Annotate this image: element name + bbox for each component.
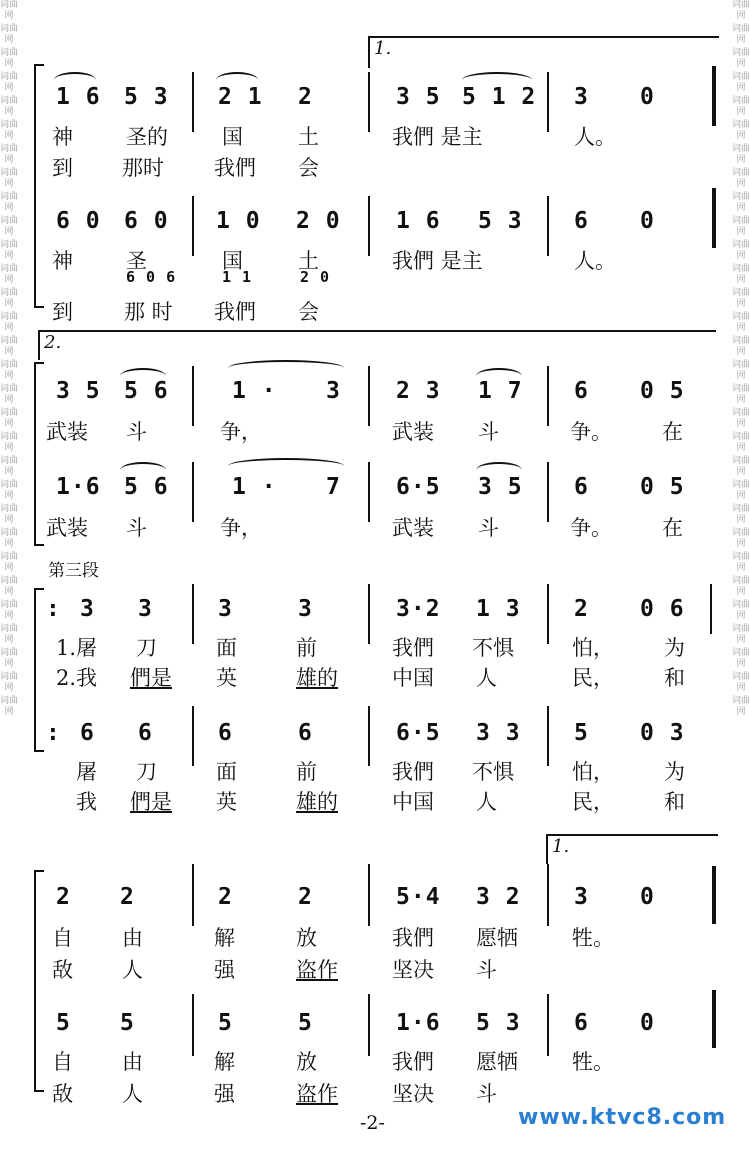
note-group: 0 5 xyxy=(640,378,685,404)
note-group: 3 xyxy=(80,596,95,622)
note-group: 0 6 xyxy=(640,596,685,622)
note-group: 5 1 2 xyxy=(462,84,537,110)
lyric: 土 xyxy=(298,249,319,273)
barline xyxy=(368,994,370,1056)
lyric: 人。 xyxy=(574,249,616,273)
note-group: 1 · xyxy=(232,378,277,404)
lyric: 争， xyxy=(220,420,262,444)
barline xyxy=(547,584,549,644)
lyric: 我們 是主 xyxy=(392,125,483,149)
note-group: 1·6 xyxy=(396,1010,441,1036)
lyric: 强 xyxy=(214,958,235,982)
lyric: 愿牺 xyxy=(476,1050,518,1074)
note-group: 6 xyxy=(80,720,95,746)
note-group: 5 3 xyxy=(476,1010,521,1036)
note-group: 5 6 xyxy=(124,474,169,500)
lyric: 前 xyxy=(296,760,317,784)
note-group: 5 xyxy=(218,1010,233,1036)
lyric: 土 xyxy=(298,125,319,149)
first-ending-bracket: 1. xyxy=(368,36,719,68)
note-group: 0 xyxy=(640,1010,655,1036)
lyric: 民， xyxy=(572,666,614,690)
lyric: 敌 xyxy=(52,958,73,982)
note-group: 2 xyxy=(56,884,71,910)
lyric: 为 xyxy=(664,636,685,660)
lyric: 我們 是主 xyxy=(392,249,483,273)
lyric: 强 xyxy=(214,1082,235,1106)
note-group: 3 xyxy=(326,378,341,404)
lyric: 由 xyxy=(122,926,143,950)
lyric: 神 xyxy=(52,249,73,273)
note-group: 5 xyxy=(574,720,589,746)
lyric: 武装 xyxy=(392,420,434,444)
barline xyxy=(192,196,194,256)
lyric: 斗 xyxy=(478,420,499,444)
note-group: 1 0 xyxy=(216,208,261,234)
note-group: 0 5 xyxy=(640,474,685,500)
lyric: 盗作 xyxy=(296,958,338,982)
note-group: 1 3 xyxy=(476,596,521,622)
note-group: 1 1 xyxy=(222,268,253,286)
barline xyxy=(368,196,370,256)
lyric: 雄的 xyxy=(296,666,338,690)
lyric: 刀 xyxy=(136,760,157,784)
lyric: 自 xyxy=(52,926,73,950)
lyric: 怕， xyxy=(572,760,614,784)
lyric: 到 xyxy=(52,156,73,180)
second-ending-bracket: 2. xyxy=(38,330,716,360)
note-group: 5 3 xyxy=(124,84,169,110)
note-group: 0 xyxy=(640,884,655,910)
note-group: 6 xyxy=(218,720,233,746)
note-group: 6 0 xyxy=(124,208,169,234)
note-group: 6 xyxy=(574,378,589,404)
note-group: 3 5 xyxy=(56,378,101,404)
lyric: 敌 xyxy=(52,1082,73,1106)
note-group: 3·2 xyxy=(396,596,441,622)
note-group: 2 1 xyxy=(218,84,263,110)
page-number: -2- xyxy=(360,1112,385,1134)
repeat-barline xyxy=(712,866,716,924)
note-group: 6 xyxy=(138,720,153,746)
barline xyxy=(192,706,194,766)
slur xyxy=(228,458,344,474)
note-group: 2 3 xyxy=(396,378,441,404)
lyric: 們是 xyxy=(130,666,172,690)
barline xyxy=(547,994,549,1056)
note-group: 6·5 xyxy=(396,720,441,746)
repeat-barline xyxy=(712,990,716,1048)
barline xyxy=(368,366,370,426)
lyric: 在 xyxy=(662,420,683,444)
lyric: 中国 xyxy=(392,790,434,814)
barline xyxy=(192,72,194,132)
lyric: 武装 xyxy=(46,516,88,540)
note-group: 5·4 xyxy=(396,884,441,910)
lyric: 2.我 xyxy=(56,666,98,690)
note-group: 3 2 xyxy=(476,884,521,910)
repeat-start-sign: : xyxy=(46,720,61,746)
note-group: 6 0 xyxy=(56,208,101,234)
lyric: 解 xyxy=(214,1050,235,1074)
lyric: 我們 xyxy=(392,926,434,950)
note-group: 6 xyxy=(298,720,313,746)
note-group: 3 xyxy=(138,596,153,622)
lyric: 那 时 xyxy=(124,300,173,324)
note-group: 5 xyxy=(298,1010,313,1036)
lyric: 我們 xyxy=(392,760,434,784)
repeat-barline xyxy=(712,188,716,248)
barline xyxy=(368,72,370,132)
lyric: 英 xyxy=(216,790,237,814)
note-group: 3 5 xyxy=(396,84,441,110)
lyric: 斗 xyxy=(478,516,499,540)
lyric: 由 xyxy=(122,1050,143,1074)
barline xyxy=(192,994,194,1056)
barline xyxy=(192,462,194,522)
lyric: 斗 xyxy=(126,420,147,444)
note-group: 2 xyxy=(120,884,135,910)
note-group: 5 3 xyxy=(478,208,523,234)
first-ending-bracket: 1. xyxy=(546,834,718,864)
note-group: 1 7 xyxy=(478,378,523,404)
note-group: 1 6 xyxy=(56,84,101,110)
barline xyxy=(192,584,194,644)
lyric: 我們 xyxy=(392,636,434,660)
lyric: 国 xyxy=(222,125,243,149)
lyric: 自 xyxy=(52,1050,73,1074)
lyric: 我們 xyxy=(214,300,256,324)
barline xyxy=(368,864,370,926)
lyric: 面 xyxy=(216,636,237,660)
system-brace xyxy=(34,588,44,752)
lyric: 人。 xyxy=(574,125,616,149)
lyric: 国 xyxy=(222,249,243,273)
barline xyxy=(547,864,549,926)
note-group: 2 xyxy=(298,884,313,910)
lyric: 争。 xyxy=(570,516,612,540)
note-group: 1 · xyxy=(232,474,277,500)
lyric: 放 xyxy=(296,926,317,950)
note-group: 1 6 xyxy=(396,208,441,234)
lyric: 斗 xyxy=(476,1082,497,1106)
barline xyxy=(547,462,549,522)
note-group: 5 xyxy=(56,1010,71,1036)
lyric: 刀 xyxy=(136,636,157,660)
lyric: 牲。 xyxy=(572,1050,614,1074)
lyric: 争， xyxy=(220,516,262,540)
barline xyxy=(547,72,549,132)
lyric: 愿牺 xyxy=(476,926,518,950)
lyric: 会 xyxy=(298,300,319,324)
lyric: 雄的 xyxy=(296,790,338,814)
note-group: 2 xyxy=(574,596,589,622)
lyric: 不惧 xyxy=(472,636,514,660)
lyric: 坚决 xyxy=(392,1082,434,1106)
lyric: 英 xyxy=(216,666,237,690)
lyric: 我 xyxy=(76,790,97,814)
lyric: 屠 xyxy=(76,760,97,784)
note-group: 3 5 xyxy=(478,474,523,500)
barline xyxy=(710,584,712,634)
note-group: 3 xyxy=(574,84,589,110)
note-group: 6·5 xyxy=(396,474,441,500)
note-group: 3 xyxy=(218,596,233,622)
lyric: 人 xyxy=(122,958,143,982)
site-watermark: www.ktvc8.com xyxy=(518,1105,727,1130)
lyric: 人 xyxy=(122,1082,143,1106)
watermark-left-strip: 词曲网 词曲网 词曲网 词曲网 词曲网 词曲网 词曲网 词曲网 词曲网 词曲网 词曲网 词曲网 词曲网 词曲网 词曲网 词曲网 词曲网 词曲网 词曲网 词曲网 词曲网 词曲网 词曲网 词曲网 词曲网 词曲网 词曲网 词曲网 词曲网 词曲网 xyxy=(0,0,19,717)
barline xyxy=(368,706,370,766)
lyric: 怕， xyxy=(572,636,614,660)
barline xyxy=(547,706,549,766)
lyric: 不惧 xyxy=(472,760,514,784)
system-brace xyxy=(34,870,44,1092)
barline xyxy=(192,366,194,426)
slur xyxy=(228,360,344,376)
lyric: 民， xyxy=(572,790,614,814)
note-group: 0 3 xyxy=(640,720,685,746)
note-group: 2 xyxy=(218,884,233,910)
lyric: 解 xyxy=(214,926,235,950)
lyric: 1.屠 xyxy=(56,636,98,660)
lyric: 放 xyxy=(296,1050,317,1074)
note-group: 2 xyxy=(298,84,313,110)
barline xyxy=(192,864,194,926)
lyric: 斗 xyxy=(476,958,497,982)
note-group: 6 xyxy=(574,1010,589,1036)
lyric: 我們 xyxy=(392,1050,434,1074)
lyric: 前 xyxy=(296,636,317,660)
note-group: 7 xyxy=(326,474,341,500)
system-brace xyxy=(34,64,44,308)
note-group: 3 3 xyxy=(476,720,521,746)
note-group: 2 0 xyxy=(296,208,341,234)
note-group: 1·6 xyxy=(56,474,101,500)
lyric: 会 xyxy=(298,156,319,180)
note-group: 6 xyxy=(574,208,589,234)
lyric: 坚决 xyxy=(392,958,434,982)
barline xyxy=(547,366,549,426)
note-group: 6 0 6 xyxy=(126,268,177,286)
repeat-barline xyxy=(712,66,716,126)
lyric: 为 xyxy=(664,760,685,784)
lyric: 争。 xyxy=(570,420,612,444)
lyric: 圣 xyxy=(126,249,147,273)
lyric: 斗 xyxy=(126,516,147,540)
lyric: 神 xyxy=(52,125,73,149)
note-group: 0 xyxy=(640,84,655,110)
note-group: 0 xyxy=(640,208,655,234)
lyric: 和 xyxy=(664,666,685,690)
lyric: 中国 xyxy=(392,666,434,690)
note-group: 5 6 xyxy=(124,378,169,404)
section-title: 第三段 xyxy=(48,561,99,581)
watermark-right-strip: 词曲网 词曲网 词曲网 词曲网 词曲网 词曲网 词曲网 词曲网 词曲网 词曲网 词曲网 词曲网 词曲网 词曲网 词曲网 词曲网 词曲网 词曲网 词曲网 词曲网 词曲网 词曲网 词曲网 词曲网 词曲网 词曲网 词曲网 词曲网 词曲网 词曲网 xyxy=(732,0,750,717)
lyric: 牲。 xyxy=(572,926,614,950)
lyric: 人 xyxy=(476,790,497,814)
lyric: 面 xyxy=(216,760,237,784)
note-group: 2 0 xyxy=(300,268,331,286)
repeat-start-sign: : xyxy=(46,596,61,622)
barline xyxy=(547,196,549,256)
lyric: 們是 xyxy=(130,790,172,814)
lyric: 武装 xyxy=(46,420,88,444)
lyric: 和 xyxy=(664,790,685,814)
lyric: 武装 xyxy=(392,516,434,540)
note-group: 3 xyxy=(574,884,589,910)
lyric: 我們 xyxy=(214,156,256,180)
lyric: 到 xyxy=(52,300,73,324)
barline xyxy=(368,584,370,644)
system-brace xyxy=(34,362,44,546)
lyric: 圣的 xyxy=(126,125,168,149)
barline xyxy=(368,462,370,522)
note-group: 3 xyxy=(298,596,313,622)
lyric: 那时 xyxy=(122,156,164,180)
note-group: 5 xyxy=(120,1010,135,1036)
lyric: 在 xyxy=(662,516,683,540)
lyric: 人 xyxy=(476,666,497,690)
note-group: 6 xyxy=(574,474,589,500)
lyric: 盗作 xyxy=(296,1082,338,1106)
